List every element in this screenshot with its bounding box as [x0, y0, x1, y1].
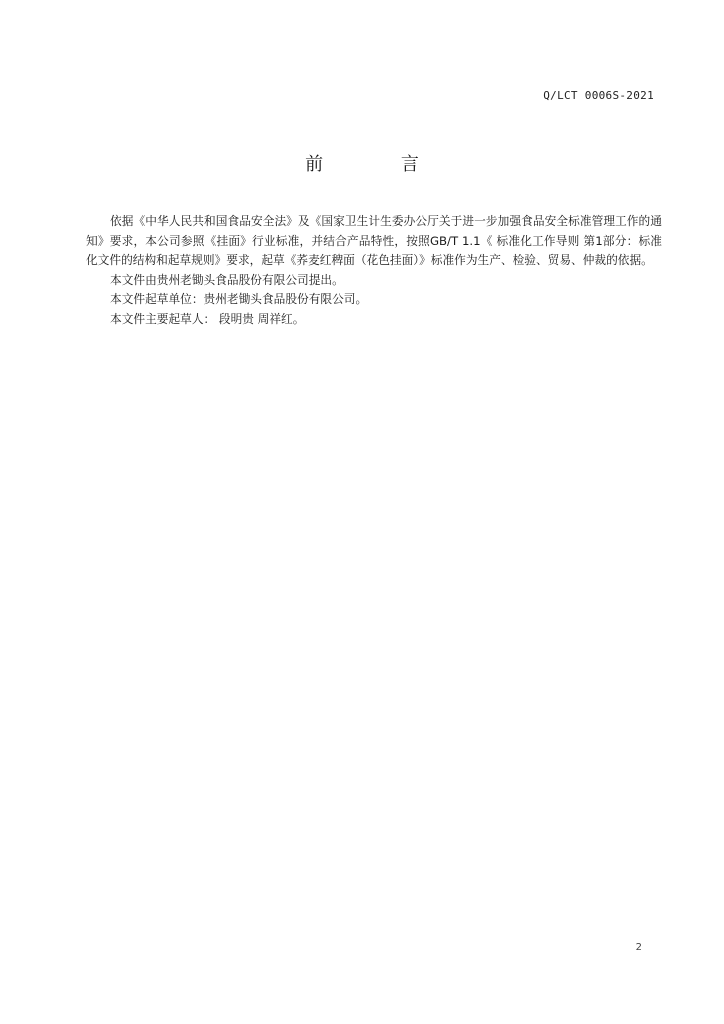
- foreword-body: [86, 212, 662, 329]
- foreword-paragraph-drafting-unit: 本文件起草单位：贵州老锄头食品股份有限公司。: [110, 292, 368, 306]
- page-number: 2: [635, 942, 642, 953]
- foreword-paragraph-proposer: 本文件由贵州老锄头食品股份有限公司提出。: [110, 272, 344, 287]
- page-title: 前 言: [305, 154, 455, 175]
- document-code: Q/LCT 0006S-2021: [543, 89, 654, 102]
- foreword-paragraph-drafters: 本文件主要起草人： 段明贵 周祥红。: [110, 311, 305, 326]
- foreword-paragraph-basis: 依据《中华人民共和国食品安全法》及《国家卫生计生委办公厅关于进一步加强食品安全标准管理工作的通知》要求，本公司参照《挂面》行业标准，并结合产品特性，按照GB/T 1.1《 标准化工作导则 第1部分：标准化文件的结构和起草规则》要求，起草《荞麦红稗面（花色挂面）》标准作为生产、检验、贸易、仲裁的依据。: [86, 214, 662, 267]
